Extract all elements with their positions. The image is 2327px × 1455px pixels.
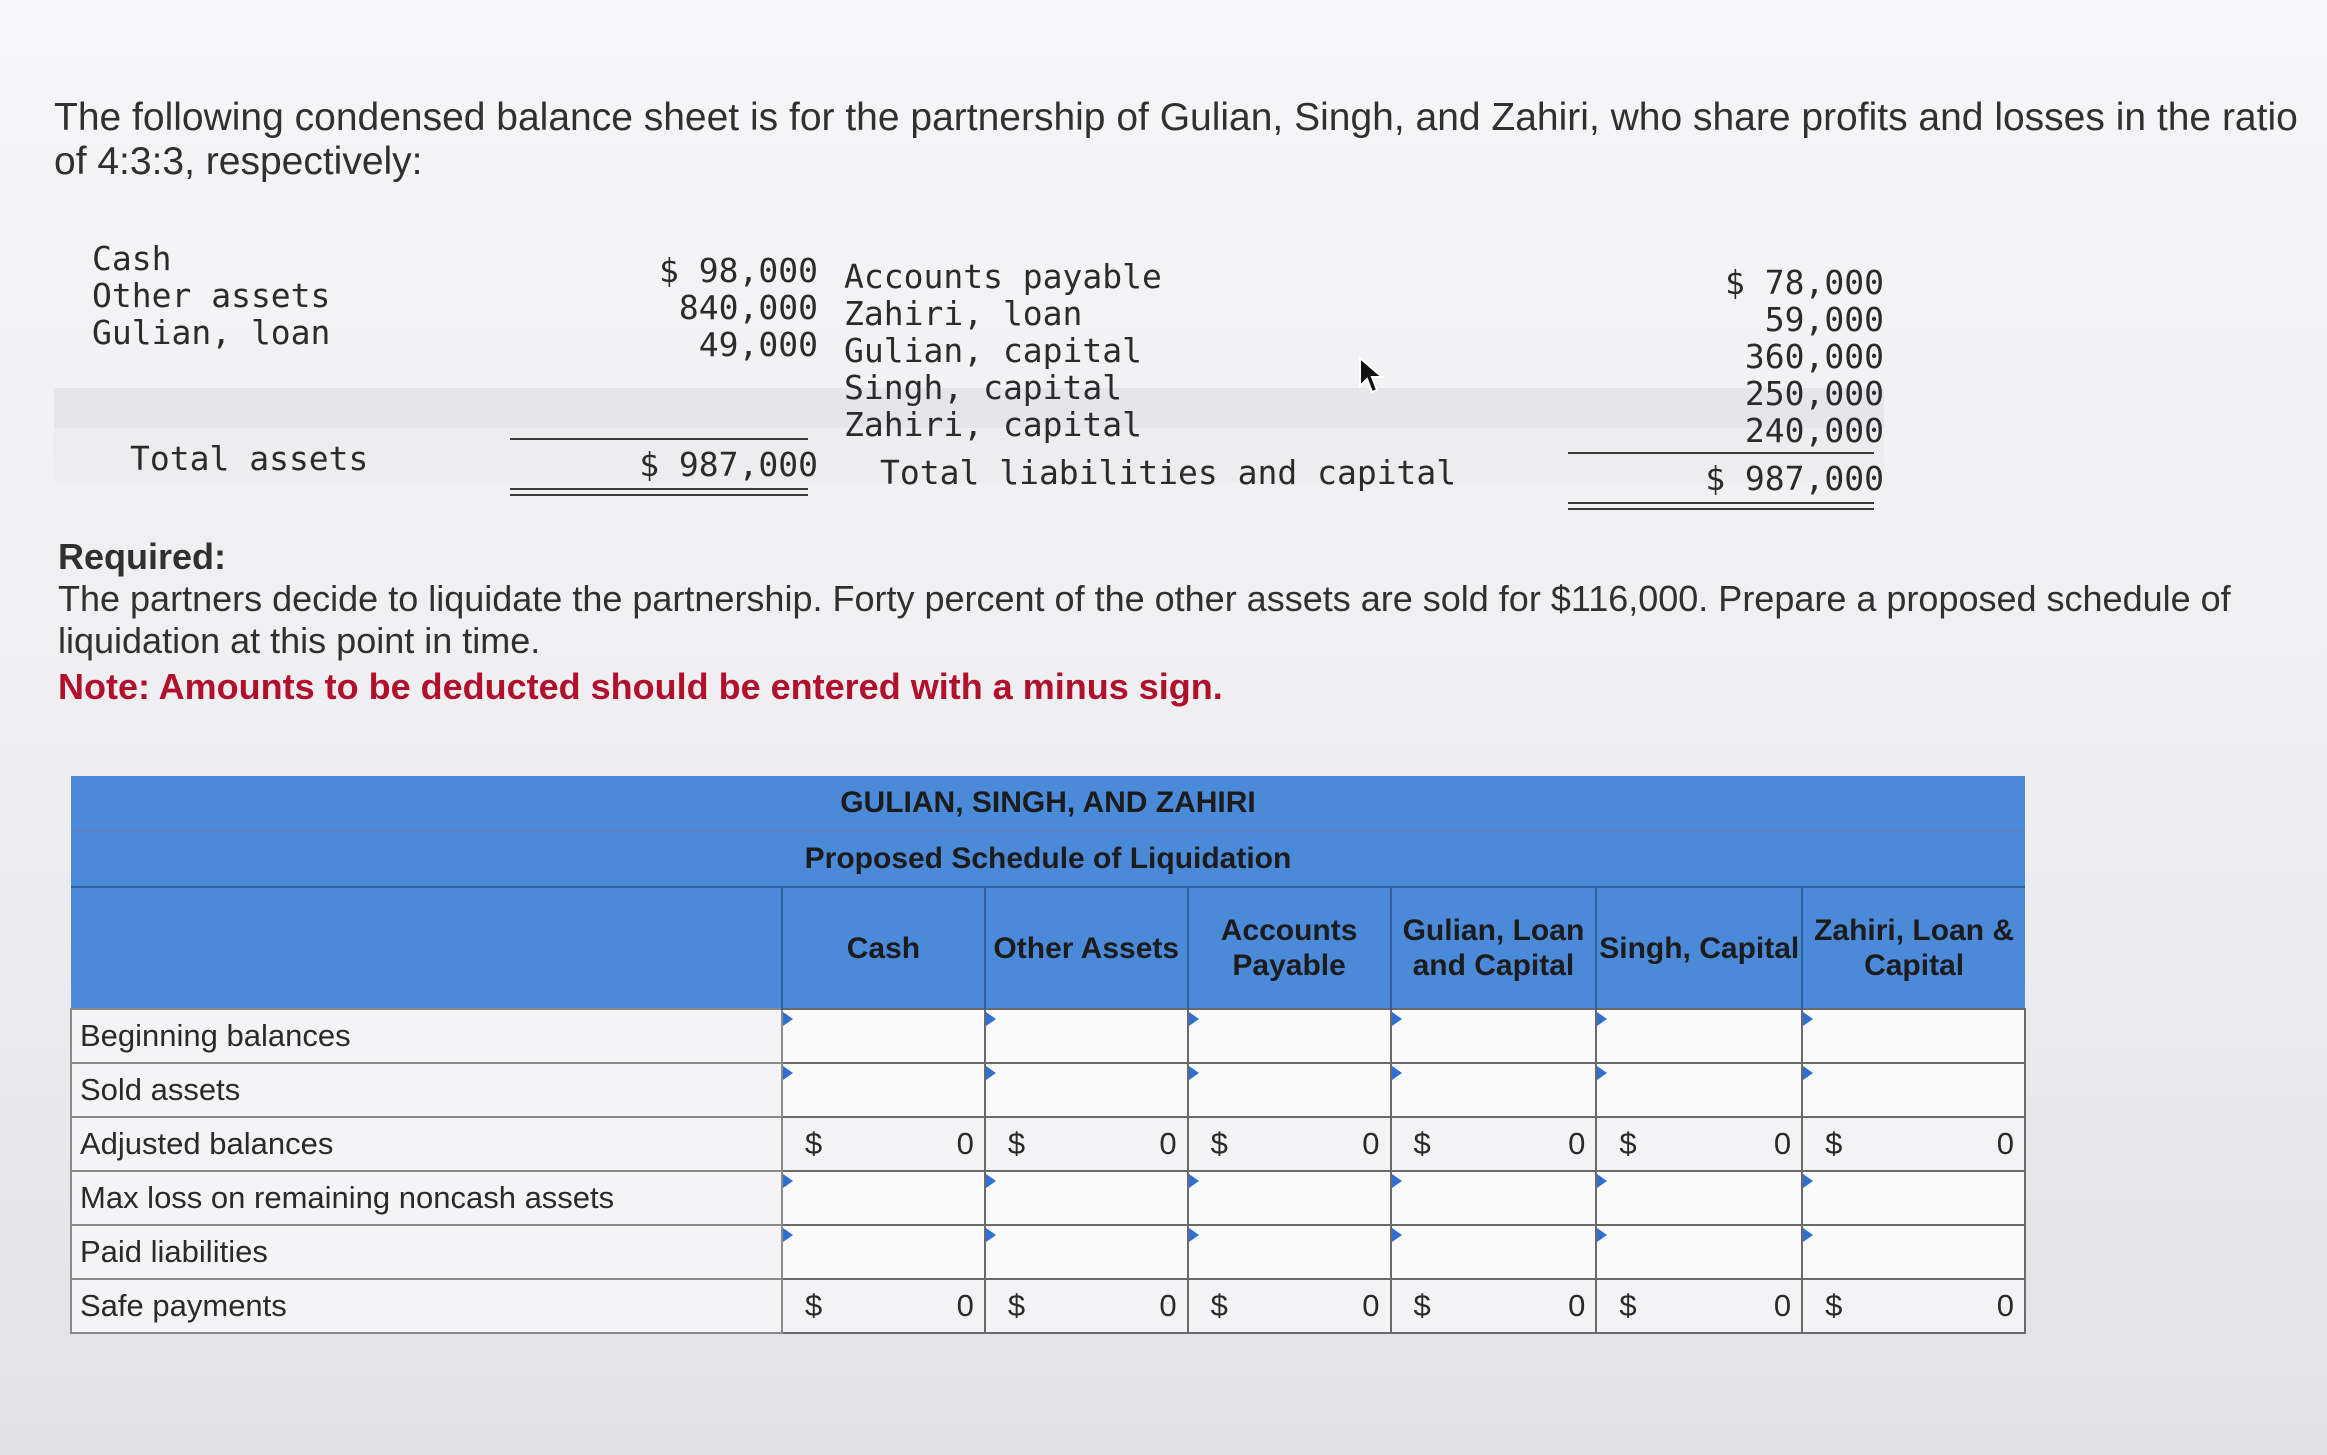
input-cell[interactable] <box>1596 1009 1802 1063</box>
input-cell[interactable] <box>985 1225 1188 1279</box>
required-heading: Required: <box>58 536 227 577</box>
input-cell[interactable] <box>1802 1225 2025 1279</box>
amount-input[interactable] <box>1392 1011 1596 1061</box>
header-blank <box>71 887 782 1009</box>
input-marker-icon <box>1392 1228 1402 1242</box>
amount-input[interactable] <box>1597 1227 1801 1277</box>
currency-symbol: $ <box>1210 1288 1228 1323</box>
liability-value: 59,000 <box>1764 300 1884 339</box>
table-row <box>71 1117 2025 1171</box>
total-value: 0 <box>1159 1288 1177 1323</box>
amount-input[interactable] <box>1597 1065 1801 1115</box>
amount-input[interactable] <box>1189 1173 1390 1223</box>
total-cell <box>1596 1279 1802 1333</box>
input-cell[interactable] <box>1391 1225 1597 1279</box>
table-row <box>71 1171 2025 1225</box>
liability-value: 360,000 <box>1744 337 1884 376</box>
input-marker-icon <box>1189 1066 1199 1080</box>
input-marker-icon <box>1392 1066 1402 1080</box>
input-cell[interactable] <box>1802 1009 2025 1063</box>
input-marker-icon <box>1597 1228 1607 1242</box>
total-value: 0 <box>1996 1288 2014 1323</box>
column-header: Gulian, Loan and Capital <box>1391 887 1597 1009</box>
input-cell[interactable] <box>1188 1009 1391 1063</box>
total-cell <box>1188 1279 1391 1333</box>
total-value: 0 <box>1362 1126 1380 1161</box>
total-assets-value: $ 987,000 <box>639 445 818 484</box>
schedule-subtitle: Proposed Schedule of Liquidation <box>71 831 2025 887</box>
amount-input[interactable] <box>1189 1227 1390 1277</box>
total-value: 0 <box>1773 1126 1792 1161</box>
row-label: Beginning balances <box>71 1009 782 1063</box>
input-marker-icon <box>986 1228 996 1242</box>
row-label: Sold assets <box>71 1063 782 1117</box>
input-cell[interactable] <box>782 1171 985 1225</box>
input-marker-icon <box>1597 1174 1607 1188</box>
row-label: Paid liabilities <box>71 1225 782 1279</box>
amount-input[interactable] <box>783 1011 984 1061</box>
input-cell[interactable] <box>985 1171 1188 1225</box>
table-row <box>71 1009 2025 1063</box>
currency-symbol: $ <box>1825 1288 1843 1323</box>
asset-label: Cash <box>92 239 172 278</box>
input-marker-icon <box>986 1174 996 1188</box>
amount-input[interactable] <box>986 1011 1187 1061</box>
table-row <box>71 1279 2025 1333</box>
table-row <box>71 1225 2025 1279</box>
total-cell <box>1391 1279 1597 1333</box>
total-value: 0 <box>956 1126 974 1161</box>
total-double-rule <box>1568 502 1874 510</box>
input-cell[interactable] <box>985 1063 1188 1117</box>
liquidation-schedule-table <box>70 776 2026 1334</box>
input-cell[interactable] <box>985 1009 1188 1063</box>
amount-input[interactable] <box>1392 1173 1596 1223</box>
input-cell[interactable] <box>782 1009 985 1063</box>
amount-input[interactable] <box>783 1065 984 1115</box>
input-marker-icon <box>783 1174 793 1188</box>
input-marker-icon <box>783 1066 793 1080</box>
currency-symbol: $ <box>1619 1126 1637 1161</box>
column-header: Singh, Capital <box>1596 887 1802 1009</box>
liability-label: Zahiri, loan <box>844 294 1083 333</box>
amount-input[interactable] <box>1597 1173 1801 1223</box>
total-cell <box>985 1117 1188 1171</box>
currency-symbol: $ <box>1619 1288 1637 1323</box>
total-cell <box>1802 1279 2025 1333</box>
amount-input[interactable] <box>986 1227 1187 1277</box>
input-marker-icon <box>1803 1228 1813 1242</box>
intro-text: The following condensed balance sheet is for the partnership of Gulian, Singh, and Zahiri, who share profits and losses in the ratio of 4:3:3, respectively: <box>54 96 2298 183</box>
input-marker-icon <box>1803 1174 1813 1188</box>
currency-symbol: $ <box>805 1126 823 1161</box>
input-cell[interactable] <box>1391 1009 1597 1063</box>
amount-input[interactable] <box>1803 1011 2024 1061</box>
currency-symbol: $ <box>1413 1126 1431 1161</box>
input-cell[interactable] <box>1802 1171 2025 1225</box>
mouse-cursor-icon <box>1356 356 1386 396</box>
column-header: Zahiri, Loan & Capital <box>1802 887 2025 1009</box>
input-cell[interactable] <box>782 1063 985 1117</box>
total-value: 0 <box>1568 1126 1586 1161</box>
total-value: 0 <box>1996 1126 2014 1161</box>
input-marker-icon <box>1597 1012 1607 1026</box>
total-liabilities-value: $ 987,000 <box>1705 459 1884 498</box>
total-cell <box>1391 1117 1597 1171</box>
required-section <box>58 536 2318 708</box>
total-double-rule <box>510 488 808 496</box>
subtotal-rule <box>1568 452 1874 454</box>
amount-input[interactable] <box>1189 1011 1390 1061</box>
total-cell <box>782 1117 985 1171</box>
liability-label: Singh, capital <box>844 368 1123 407</box>
total-value: 0 <box>1568 1288 1586 1323</box>
total-cell <box>1596 1117 1802 1171</box>
asset-label: Other assets <box>92 276 331 315</box>
input-cell[interactable] <box>1188 1063 1391 1117</box>
column-header: Accounts Payable <box>1188 887 1391 1009</box>
input-marker-icon <box>1392 1012 1402 1026</box>
amount-input[interactable] <box>1803 1227 2024 1277</box>
amount-input[interactable] <box>783 1227 984 1277</box>
liability-value: $ 78,000 <box>1725 263 1884 302</box>
amount-input[interactable] <box>1392 1065 1596 1115</box>
liability-value: 240,000 <box>1744 411 1884 450</box>
row-label: Safe payments <box>71 1279 782 1333</box>
column-header: Cash <box>782 887 985 1009</box>
input-marker-icon <box>986 1066 996 1080</box>
input-marker-icon <box>1189 1012 1199 1026</box>
total-cell <box>985 1279 1188 1333</box>
currency-symbol: $ <box>1825 1126 1843 1161</box>
total-value: 0 <box>1362 1288 1380 1323</box>
input-marker-icon <box>1597 1066 1607 1080</box>
amount-input[interactable] <box>1803 1173 2024 1223</box>
required-note: Note: Amounts to be deducted should be entered with a minus sign. <box>58 666 1223 707</box>
input-cell[interactable] <box>1188 1171 1391 1225</box>
input-cell[interactable] <box>1391 1063 1597 1117</box>
input-cell[interactable] <box>1596 1225 1802 1279</box>
total-cell <box>782 1279 985 1333</box>
input-marker-icon <box>783 1012 793 1026</box>
input-cell[interactable] <box>1596 1171 1802 1225</box>
table-row <box>71 1063 2025 1117</box>
total-value: 0 <box>956 1288 974 1323</box>
asset-value: 840,000 <box>678 288 818 327</box>
amount-input[interactable] <box>986 1065 1187 1115</box>
required-text: The partners decide to liquidate the partnership. Forty percent of the other assets are sold for $116,000. Prepare a proposed schedule of liquidation at this point in time. <box>58 578 2231 661</box>
subtotal-rule <box>510 438 808 440</box>
input-marker-icon <box>1189 1228 1199 1242</box>
amount-input[interactable] <box>986 1173 1187 1223</box>
input-cell[interactable] <box>1596 1063 1802 1117</box>
currency-symbol: $ <box>1007 1126 1026 1161</box>
currency-symbol: $ <box>805 1288 823 1323</box>
total-liabilities-label: Total liabilities and capital <box>880 453 1457 492</box>
currency-symbol: $ <box>1007 1288 1026 1323</box>
input-cell[interactable] <box>1802 1063 2025 1117</box>
asset-value: $ 98,000 <box>659 251 818 290</box>
input-marker-icon <box>1189 1174 1199 1188</box>
input-cell[interactable] <box>1188 1225 1391 1279</box>
total-value: 0 <box>1159 1126 1177 1161</box>
schedule-title: GULIAN, SINGH, AND ZAHIRI <box>71 776 2025 831</box>
amount-input[interactable] <box>1189 1065 1390 1115</box>
input-marker-icon <box>986 1012 996 1026</box>
input-marker-icon <box>783 1228 793 1242</box>
input-marker-icon <box>1803 1012 1813 1026</box>
row-label: Adjusted balances <box>71 1117 782 1171</box>
row-label: Max loss on remaining noncash assets <box>71 1171 782 1225</box>
column-header: Other Assets <box>985 887 1188 1009</box>
input-cell[interactable] <box>1391 1171 1597 1225</box>
input-marker-icon <box>1392 1174 1402 1188</box>
currency-symbol: $ <box>1413 1288 1431 1323</box>
input-marker-icon <box>1803 1066 1813 1080</box>
amount-input[interactable] <box>1803 1065 2024 1115</box>
liability-label: Accounts payable <box>844 257 1162 296</box>
currency-symbol: $ <box>1210 1126 1228 1161</box>
total-cell <box>1188 1117 1391 1171</box>
liability-label: Gulian, capital <box>844 331 1143 370</box>
amount-input[interactable] <box>1597 1011 1801 1061</box>
total-value: 0 <box>1773 1288 1792 1323</box>
amount-input[interactable] <box>1392 1227 1596 1277</box>
total-assets-label: Total assets <box>130 439 369 478</box>
input-cell[interactable] <box>782 1225 985 1279</box>
liability-label: Zahiri, capital <box>844 405 1143 444</box>
total-cell <box>1802 1117 2025 1171</box>
balance-sheet <box>58 238 1888 510</box>
asset-value: 49,000 <box>698 325 818 364</box>
amount-input[interactable] <box>783 1173 984 1223</box>
asset-label: Gulian, loan <box>92 313 331 352</box>
liability-value: 250,000 <box>1744 374 1884 413</box>
